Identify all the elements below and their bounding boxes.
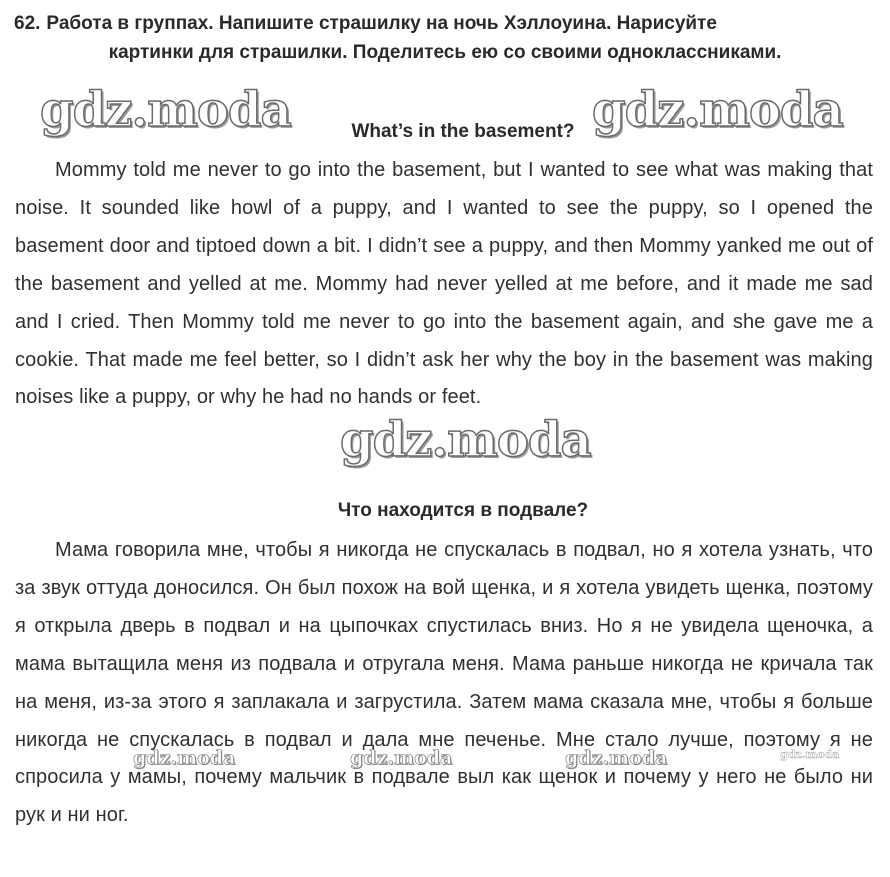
task-text-line-1: Работа в группах. Напишите страшилку на ночь Хэллоуина. Нарисуйте <box>46 13 717 34</box>
russian-story-text: Мама говорила мне, чтобы я никогда не спускалась в подвал, но я хотела узнать, что за звук оттуда доносился. Он был похож на вой щенка, и я хотела увидеть щенка, поэтому я открыла дверь в подвал и на цыпочках спустилась вниз. Но я не увидела щеночка, а мама вытащила меня из подвала и отругала меня. Мама раньше никогда не кричала так на меня, из-за этого я заплакала и загрустила. Затем мама сказала мне, чтобы я больше никогда не спускалась в подвал и дала мне печенье. Мне стало лучше, поэтому я не спросила у мамы, почему мальчик в подвале выл как щенок и почему у него не было ни рук и ни ног. <box>15 539 873 827</box>
watermark-logo: gdz.moda <box>350 747 453 769</box>
task-text-line-2: картинки для страшилки. Поделитесь ею со своими одноклассниками. <box>108 42 782 63</box>
watermark-logo: gdz.moda <box>340 412 591 468</box>
watermark-logo: gdz.moda <box>565 747 668 769</box>
watermark-logo: gdz.moda <box>133 747 236 769</box>
watermark-logo: gdz.moda <box>780 748 840 761</box>
watermark-logo: gdz.moda <box>40 82 291 138</box>
watermark-logo: gdz.moda <box>592 82 843 138</box>
russian-story-title: Что находится в подвале? <box>337 500 589 521</box>
task-instruction <box>14 9 876 67</box>
task-number: 62. <box>14 13 41 34</box>
english-story-text: Mommy told me never to go into the basement, but I wanted to see what was making that noise. It sounded like howl of a puppy, and I wanted to see the puppy, so I opened the basement door and tiptoed down a bit. I didn’t see a puppy, and then Mommy yanked me out of the basement and yelled at me. Mommy had never yelled at me before, and it made me sad and I cried. Then Mommy told me never to go into the basement again, and she gave me a cookie. That made me feel better, so I didn’t ask her why the boy in the basement was making noises like a puppy, or why he had no hands or feet. <box>15 159 873 409</box>
english-story-title: What’s in the basement? <box>351 121 575 142</box>
